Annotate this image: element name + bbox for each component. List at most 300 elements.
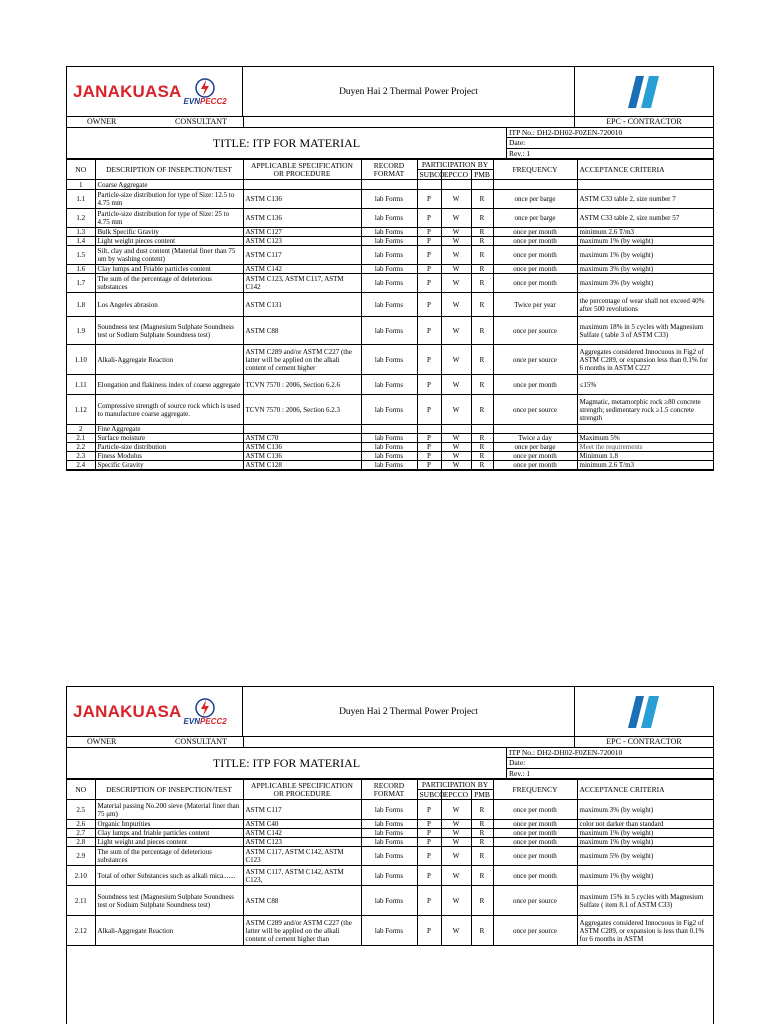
row-epcco: W	[441, 209, 471, 228]
row-specification: ASTM C88	[243, 317, 361, 345]
row-number: 2.10	[67, 866, 95, 886]
row-record-format: lab Forms	[361, 375, 417, 395]
row-frequency: once per source	[493, 395, 577, 425]
sheet-header	[67, 687, 713, 737]
row-number: 2.7	[67, 829, 95, 838]
row-specification: ASTM C117	[243, 800, 361, 820]
row-frequency: once per month	[493, 265, 577, 274]
row-epcco	[441, 180, 471, 190]
row-description: Soundness test (Magnesium Sulphate Soundness test or Sodium Sulphate Soundness test)	[95, 317, 243, 345]
row-number: 1.5	[67, 246, 95, 265]
row-epcco: W	[441, 265, 471, 274]
revision-field: Rev.: 1	[509, 148, 531, 158]
row-description: Organic Impurities	[95, 820, 243, 829]
row-epcco: W	[441, 190, 471, 209]
row-description: The sum of the percentage of deleterious substances	[95, 847, 243, 866]
row-record-format	[361, 180, 417, 190]
row-pmb: R	[471, 800, 493, 820]
row-frequency: Twice per year	[493, 293, 577, 317]
col-specification: APPLICABLE SPECIFICATION OR PROCEDURE	[243, 160, 361, 180]
row-record-format: lab Forms	[361, 265, 417, 274]
row-record-format: lab Forms	[361, 829, 417, 838]
col-subco: SUBCO	[417, 170, 441, 180]
row-acceptance: maximum 15% in 5 cycles with Magnesium Sulfate ( item 8.1 of ASTM C33)	[577, 886, 713, 916]
contractor-emblem-icon	[624, 694, 664, 730]
row-number: 2.5	[67, 800, 95, 820]
row-frequency: once per barge	[493, 443, 577, 452]
row-subco: P	[417, 237, 441, 246]
row-frequency: once per source	[493, 317, 577, 345]
row-pmb	[471, 425, 493, 434]
row-epcco: W	[441, 820, 471, 829]
row-description: Coarse Aggregate	[95, 180, 243, 190]
row-description: Bulk Specific Gravity	[95, 228, 243, 237]
contractor-emblem-icon	[624, 74, 664, 110]
row-subco: P	[417, 375, 441, 395]
epc-label: EPC - CONTRACTOR	[606, 737, 682, 746]
row-pmb: R	[471, 375, 493, 395]
row-specification: ASTM C117, ASTM C142, ASTM C123	[243, 847, 361, 866]
row-subco: P	[417, 452, 441, 461]
table-row	[67, 452, 713, 461]
table-row	[67, 886, 713, 916]
evn-emblem-icon	[192, 697, 218, 719]
row-epcco: W	[441, 916, 471, 946]
row-description: Compressive strength of source rock which is used to manufacture coarse aggregate.	[95, 395, 243, 425]
row-number: 2.8	[67, 838, 95, 847]
row-epcco: W	[441, 293, 471, 317]
row-subco: P	[417, 209, 441, 228]
row-pmb: R	[471, 293, 493, 317]
epc-contractor-logo	[575, 67, 713, 116]
row-specification: ASTM C123	[243, 237, 361, 246]
row-acceptance: maximum 1% (by weight)	[577, 237, 713, 246]
row-frequency: once per month	[493, 246, 577, 265]
row-acceptance: Magmatic, metamorphic rock ≥80 concrete strength; sedimentary rock ≥1.5 concrete strength	[577, 395, 713, 425]
row-frequency: once per month	[493, 237, 577, 246]
row-specification: ASTM C142	[243, 265, 361, 274]
row-pmb: R	[471, 237, 493, 246]
row-epcco: W	[441, 886, 471, 916]
row-frequency: once per source	[493, 916, 577, 946]
row-pmb: R	[471, 886, 493, 916]
itp-sheet-2	[66, 686, 714, 1024]
epc-label: EPC - CONTRACTOR	[606, 117, 682, 126]
row-pmb: R	[471, 265, 493, 274]
date-field: Date:	[507, 758, 713, 768]
row-record-format: lab Forms	[361, 246, 417, 265]
row-acceptance: Aggregates considered Innocuous in Fig2 of ASTM C289, or expansion is less than 0.1% for 6 months in ASTM	[577, 916, 713, 946]
row-subco	[417, 180, 441, 190]
row-description: Light weight pieces content	[95, 237, 243, 246]
row-subco: P	[417, 916, 441, 946]
row-pmb: R	[471, 274, 493, 293]
row-specification: ASTM C117, ASTM C142, ASTM C123,	[243, 866, 361, 886]
row-number: 1.12	[67, 395, 95, 425]
document-title: TITLE: ITP FOR MATERIAL	[67, 748, 507, 778]
row-specification: ASTM C289 and/or ASTM C227 (the latter will be applied on the alkali content of cement higher than	[243, 916, 361, 946]
row-frequency: once per month	[493, 375, 577, 395]
row-epcco: W	[441, 829, 471, 838]
row-pmb: R	[471, 820, 493, 829]
table-row	[67, 425, 713, 434]
col-specification: APPLICABLE SPECIFICATION OR PROCEDURE	[243, 780, 361, 800]
itp-table-1	[67, 159, 713, 470]
row-number: 1.11	[67, 375, 95, 395]
row-number: 1.2	[67, 209, 95, 228]
row-description: Los Angeles abrasion	[95, 293, 243, 317]
row-description: Particle-size distribution for type of Size: 12.5 to 4.75 mm	[95, 190, 243, 209]
row-record-format: lab Forms	[361, 345, 417, 375]
row-acceptance: ≤15%	[577, 375, 713, 395]
row-frequency: once per month	[493, 838, 577, 847]
row-record-format: lab Forms	[361, 866, 417, 886]
row-acceptance: maximum 18% in 5 cycles with Magnesium Sulfate ( table 3 of ASTM C33)	[577, 317, 713, 345]
row-description: Total of other Substances such as alkali mica.......	[95, 866, 243, 886]
row-subco: P	[417, 461, 441, 470]
row-epcco	[441, 425, 471, 434]
owner-label: OWNER	[87, 117, 117, 126]
row-acceptance	[577, 180, 713, 190]
row-acceptance: maximum 1% (by weight)	[577, 246, 713, 265]
row-description: Surface moisture	[95, 434, 243, 443]
row-subco: P	[417, 800, 441, 820]
row-acceptance: maximum 3% (by weight)	[577, 265, 713, 274]
row-acceptance: ASTM C33 table 2, size number 57	[577, 209, 713, 228]
row-frequency: once per month	[493, 820, 577, 829]
row-pmb: R	[471, 461, 493, 470]
row-description: Particle-size distribution	[95, 443, 243, 452]
evn-logo: EVNPECC2	[184, 77, 227, 106]
row-pmb: R	[471, 847, 493, 866]
row-specification: ASTM C136	[243, 452, 361, 461]
col-no: NO	[67, 160, 95, 180]
row-acceptance: color not darker than standard	[577, 820, 713, 829]
row-description: Silt, clay and dust content (Material finer than 75 um by washing content)	[95, 246, 243, 265]
row-number: 1.7	[67, 274, 95, 293]
evn-logo: EVNPECC2	[184, 697, 227, 726]
row-record-format: lab Forms	[361, 847, 417, 866]
row-acceptance: maximum 1% (by weight)	[577, 829, 713, 838]
col-subco: SUBCO	[417, 790, 441, 800]
col-participation: PARTICIPATION BY	[417, 160, 493, 170]
table-row	[67, 443, 713, 452]
row-number: 2.11	[67, 886, 95, 916]
row-specification: ASTM C136	[243, 443, 361, 452]
row-subco: P	[417, 317, 441, 345]
table-row	[67, 237, 713, 246]
document-meta	[507, 128, 713, 158]
project-title: Duyen Hai 2 Thermal Power Project	[243, 67, 575, 116]
table-row	[67, 345, 713, 375]
row-specification: ASTM C127	[243, 228, 361, 237]
row-subco: P	[417, 443, 441, 452]
row-pmb: R	[471, 829, 493, 838]
row-number: 2.12	[67, 916, 95, 946]
row-epcco: W	[441, 274, 471, 293]
col-pmb: PMB	[471, 790, 493, 800]
date-field: Date:	[507, 138, 713, 148]
col-epcco: EPCCO	[441, 170, 471, 180]
row-pmb: R	[471, 246, 493, 265]
table-row	[67, 847, 713, 866]
table-row	[67, 434, 713, 443]
row-subco: P	[417, 228, 441, 237]
row-acceptance	[577, 425, 713, 434]
row-specification: ASTM C70	[243, 434, 361, 443]
row-number: 1.10	[67, 345, 95, 375]
row-acceptance: minimum 2.6 T/m3	[577, 228, 713, 237]
row-description: Clay lumps and friable particles content	[95, 829, 243, 838]
row-subco: P	[417, 293, 441, 317]
row-description: Soundness test (Magnesium Sulphate Soundness test or Sodium Sulphate Soundness test)	[95, 886, 243, 916]
row-pmb: R	[471, 452, 493, 461]
revision-field: Rev.: 1	[509, 768, 531, 778]
row-record-format: lab Forms	[361, 293, 417, 317]
row-epcco: W	[441, 375, 471, 395]
table-row	[67, 461, 713, 470]
row-epcco: W	[441, 866, 471, 886]
row-record-format: lab Forms	[361, 209, 417, 228]
row-subco	[417, 425, 441, 434]
col-acceptance: ACCEPTANCE CRITERIA	[577, 780, 713, 800]
row-pmb: R	[471, 395, 493, 425]
row-frequency: once per barge	[493, 209, 577, 228]
row-description: Light weight and pieces content	[95, 838, 243, 847]
row-number: 1.9	[67, 317, 95, 345]
row-specification: ASTM C131	[243, 293, 361, 317]
col-record-format: RECORD FORMAT	[361, 780, 417, 800]
row-record-format: lab Forms	[361, 443, 417, 452]
row-epcco: W	[441, 345, 471, 375]
row-specification: TCVN 7570 : 2006, Section 6.2.3	[243, 395, 361, 425]
row-record-format: lab Forms	[361, 317, 417, 345]
row-number: 1.1	[67, 190, 95, 209]
itp-table-2	[67, 779, 713, 946]
row-epcco: W	[441, 246, 471, 265]
col-description: DESCRIPTION OF INSEPCTION/TEST	[95, 780, 243, 800]
row-subco: P	[417, 190, 441, 209]
row-epcco: W	[441, 452, 471, 461]
row-specification: ASTM C123	[243, 838, 361, 847]
document-title: TITLE: ITP FOR MATERIAL	[67, 128, 507, 158]
row-acceptance: the percentage of wear shall not exceed 40% after 500 revolutions	[577, 293, 713, 317]
row-acceptance: maximum 5% (by weight)	[577, 847, 713, 866]
row-acceptance: Aggregates considered Innocuous in Fig2 of ASTM C289, or expansion less than 0.1% for 6 months in ASTM C227	[577, 345, 713, 375]
owner-row	[67, 117, 713, 128]
row-frequency: once per month	[493, 452, 577, 461]
row-number: 1.3	[67, 228, 95, 237]
table-row	[67, 190, 713, 209]
row-acceptance: ASTM C33 table 2, size number 7	[577, 190, 713, 209]
table-row	[67, 293, 713, 317]
row-frequency: Twice a day	[493, 434, 577, 443]
row-specification: ASTM C136	[243, 190, 361, 209]
row-epcco: W	[441, 395, 471, 425]
col-no: NO	[67, 780, 95, 800]
row-subco: P	[417, 246, 441, 265]
row-pmb: R	[471, 190, 493, 209]
row-acceptance: minimum 2.6 T/m3	[577, 461, 713, 470]
row-record-format: lab Forms	[361, 820, 417, 829]
row-description: The sum of the percentage of deleterious substances	[95, 274, 243, 293]
row-pmb: R	[471, 209, 493, 228]
row-epcco: W	[441, 461, 471, 470]
row-pmb: R	[471, 916, 493, 946]
row-acceptance: maximum 3% (by weight)	[577, 274, 713, 293]
row-pmb: R	[471, 228, 493, 237]
row-frequency: once per source	[493, 886, 577, 916]
row-record-format: lab Forms	[361, 461, 417, 470]
document-meta	[507, 748, 713, 778]
row-epcco: W	[441, 800, 471, 820]
row-pmb	[471, 180, 493, 190]
row-description: Finess Modulus	[95, 452, 243, 461]
table-row	[67, 866, 713, 886]
row-number: 2.4	[67, 461, 95, 470]
row-number: 1.4	[67, 237, 95, 246]
row-number: 1	[67, 180, 95, 190]
row-subco: P	[417, 886, 441, 916]
row-subco: P	[417, 829, 441, 838]
row-specification: ASTM C117	[243, 246, 361, 265]
row-specification: ASTM C40	[243, 820, 361, 829]
row-frequency: once per month	[493, 461, 577, 470]
row-number: 2.3	[67, 452, 95, 461]
row-number: 2	[67, 425, 95, 434]
col-record-format: RECORD FORMAT	[361, 160, 417, 180]
row-specification: ASTM C136	[243, 209, 361, 228]
row-frequency: once per month	[493, 847, 577, 866]
row-record-format	[361, 425, 417, 434]
row-number: 2.9	[67, 847, 95, 866]
row-number: 2.6	[67, 820, 95, 829]
itp-sheet-1	[66, 66, 714, 471]
title-row	[67, 748, 713, 779]
row-subco: P	[417, 345, 441, 375]
evn-emblem-icon	[192, 77, 218, 99]
row-record-format: lab Forms	[361, 190, 417, 209]
row-frequency: once per month	[493, 228, 577, 237]
row-acceptance: maximum 3% (by weight)	[577, 800, 713, 820]
col-frequency: FREQUENCY	[493, 160, 577, 180]
table-row	[67, 274, 713, 293]
row-specification: ASTM C142	[243, 829, 361, 838]
row-acceptance: Maximum 5%	[577, 434, 713, 443]
row-description: Specific Gravity	[95, 461, 243, 470]
row-frequency: once per month	[493, 274, 577, 293]
row-description: Particle-size distribution for type of Size: 25 to 4.75 mm	[95, 209, 243, 228]
row-description: Material passing No.200 sieve (Material finer than 75 μm)	[95, 800, 243, 820]
row-acceptance: Minimum 1.8	[577, 452, 713, 461]
row-record-format: lab Forms	[361, 434, 417, 443]
row-epcco: W	[441, 317, 471, 345]
owner-logo	[67, 687, 243, 736]
row-specification: ASTM C289 and/or ASTM C227 (the latter will be applied on the alkali content of cement higher	[243, 345, 361, 375]
row-record-format: lab Forms	[361, 452, 417, 461]
row-epcco: W	[441, 838, 471, 847]
row-epcco: W	[441, 237, 471, 246]
row-pmb: R	[471, 434, 493, 443]
row-number: 2.1	[67, 434, 95, 443]
project-title: Duyen Hai 2 Thermal Power Project	[243, 687, 575, 736]
table-row	[67, 317, 713, 345]
row-specification	[243, 180, 361, 190]
row-subco: P	[417, 274, 441, 293]
table-row	[67, 838, 713, 847]
row-subco: P	[417, 434, 441, 443]
row-frequency: once per source	[493, 345, 577, 375]
row-specification: TCVN 7570 : 2006, Section 6.2.6	[243, 375, 361, 395]
epc-contractor-logo	[575, 687, 713, 736]
row-description: Fine Aggregate	[95, 425, 243, 434]
table-row	[67, 180, 713, 190]
table-row	[67, 916, 713, 946]
row-acceptance: Meet the requirements	[577, 443, 713, 452]
row-specification: ASTM C123, ASTM C117, ASTM C142	[243, 274, 361, 293]
owner-label: OWNER	[87, 737, 117, 746]
janakuasa-logo: JANAKUASA	[73, 81, 182, 101]
table-row	[67, 820, 713, 829]
row-frequency	[493, 425, 577, 434]
row-subco: P	[417, 838, 441, 847]
row-epcco: W	[441, 228, 471, 237]
row-subco: P	[417, 847, 441, 866]
consultant-label: CONSULTANT	[175, 117, 227, 126]
row-record-format: lab Forms	[361, 916, 417, 946]
row-specification: ASTM C88	[243, 886, 361, 916]
itp-number: ITP No.: DH2-DH02-F0ZEN-720010	[507, 128, 713, 138]
table-row	[67, 265, 713, 274]
row-subco: P	[417, 265, 441, 274]
row-frequency: once per month	[493, 866, 577, 886]
table-row	[67, 246, 713, 265]
janakuasa-logo: JANAKUASA	[73, 701, 182, 721]
row-epcco: W	[441, 443, 471, 452]
row-pmb: R	[471, 838, 493, 847]
row-acceptance: maximum 1% (by weight)	[577, 838, 713, 847]
col-acceptance: ACCEPTANCE CRITERIA	[577, 160, 713, 180]
col-pmb: PMB	[471, 170, 493, 180]
row-frequency	[493, 180, 577, 190]
table-row	[67, 209, 713, 228]
table-row	[67, 829, 713, 838]
sheet-header	[67, 67, 713, 117]
row-specification	[243, 425, 361, 434]
row-pmb: R	[471, 345, 493, 375]
row-subco: P	[417, 820, 441, 829]
col-participation: PARTICIPATION BY	[417, 780, 493, 790]
row-subco: P	[417, 866, 441, 886]
row-epcco: W	[441, 434, 471, 443]
row-record-format: lab Forms	[361, 237, 417, 246]
row-record-format: lab Forms	[361, 838, 417, 847]
owner-logo	[67, 67, 243, 116]
table-row	[67, 228, 713, 237]
row-frequency: once per barge	[493, 190, 577, 209]
title-row	[67, 128, 713, 159]
row-description: Alkali-Aggregate Reaction	[95, 345, 243, 375]
row-record-format: lab Forms	[361, 800, 417, 820]
row-description: Clay lumps and Friable particles content	[95, 265, 243, 274]
table-row	[67, 375, 713, 395]
consultant-label: CONSULTANT	[175, 737, 227, 746]
table-row	[67, 395, 713, 425]
table-row	[67, 800, 713, 820]
col-epcco: EPCCO	[441, 790, 471, 800]
row-description: Elongation and flakiness index of coarse aggregate	[95, 375, 243, 395]
row-record-format: lab Forms	[361, 395, 417, 425]
